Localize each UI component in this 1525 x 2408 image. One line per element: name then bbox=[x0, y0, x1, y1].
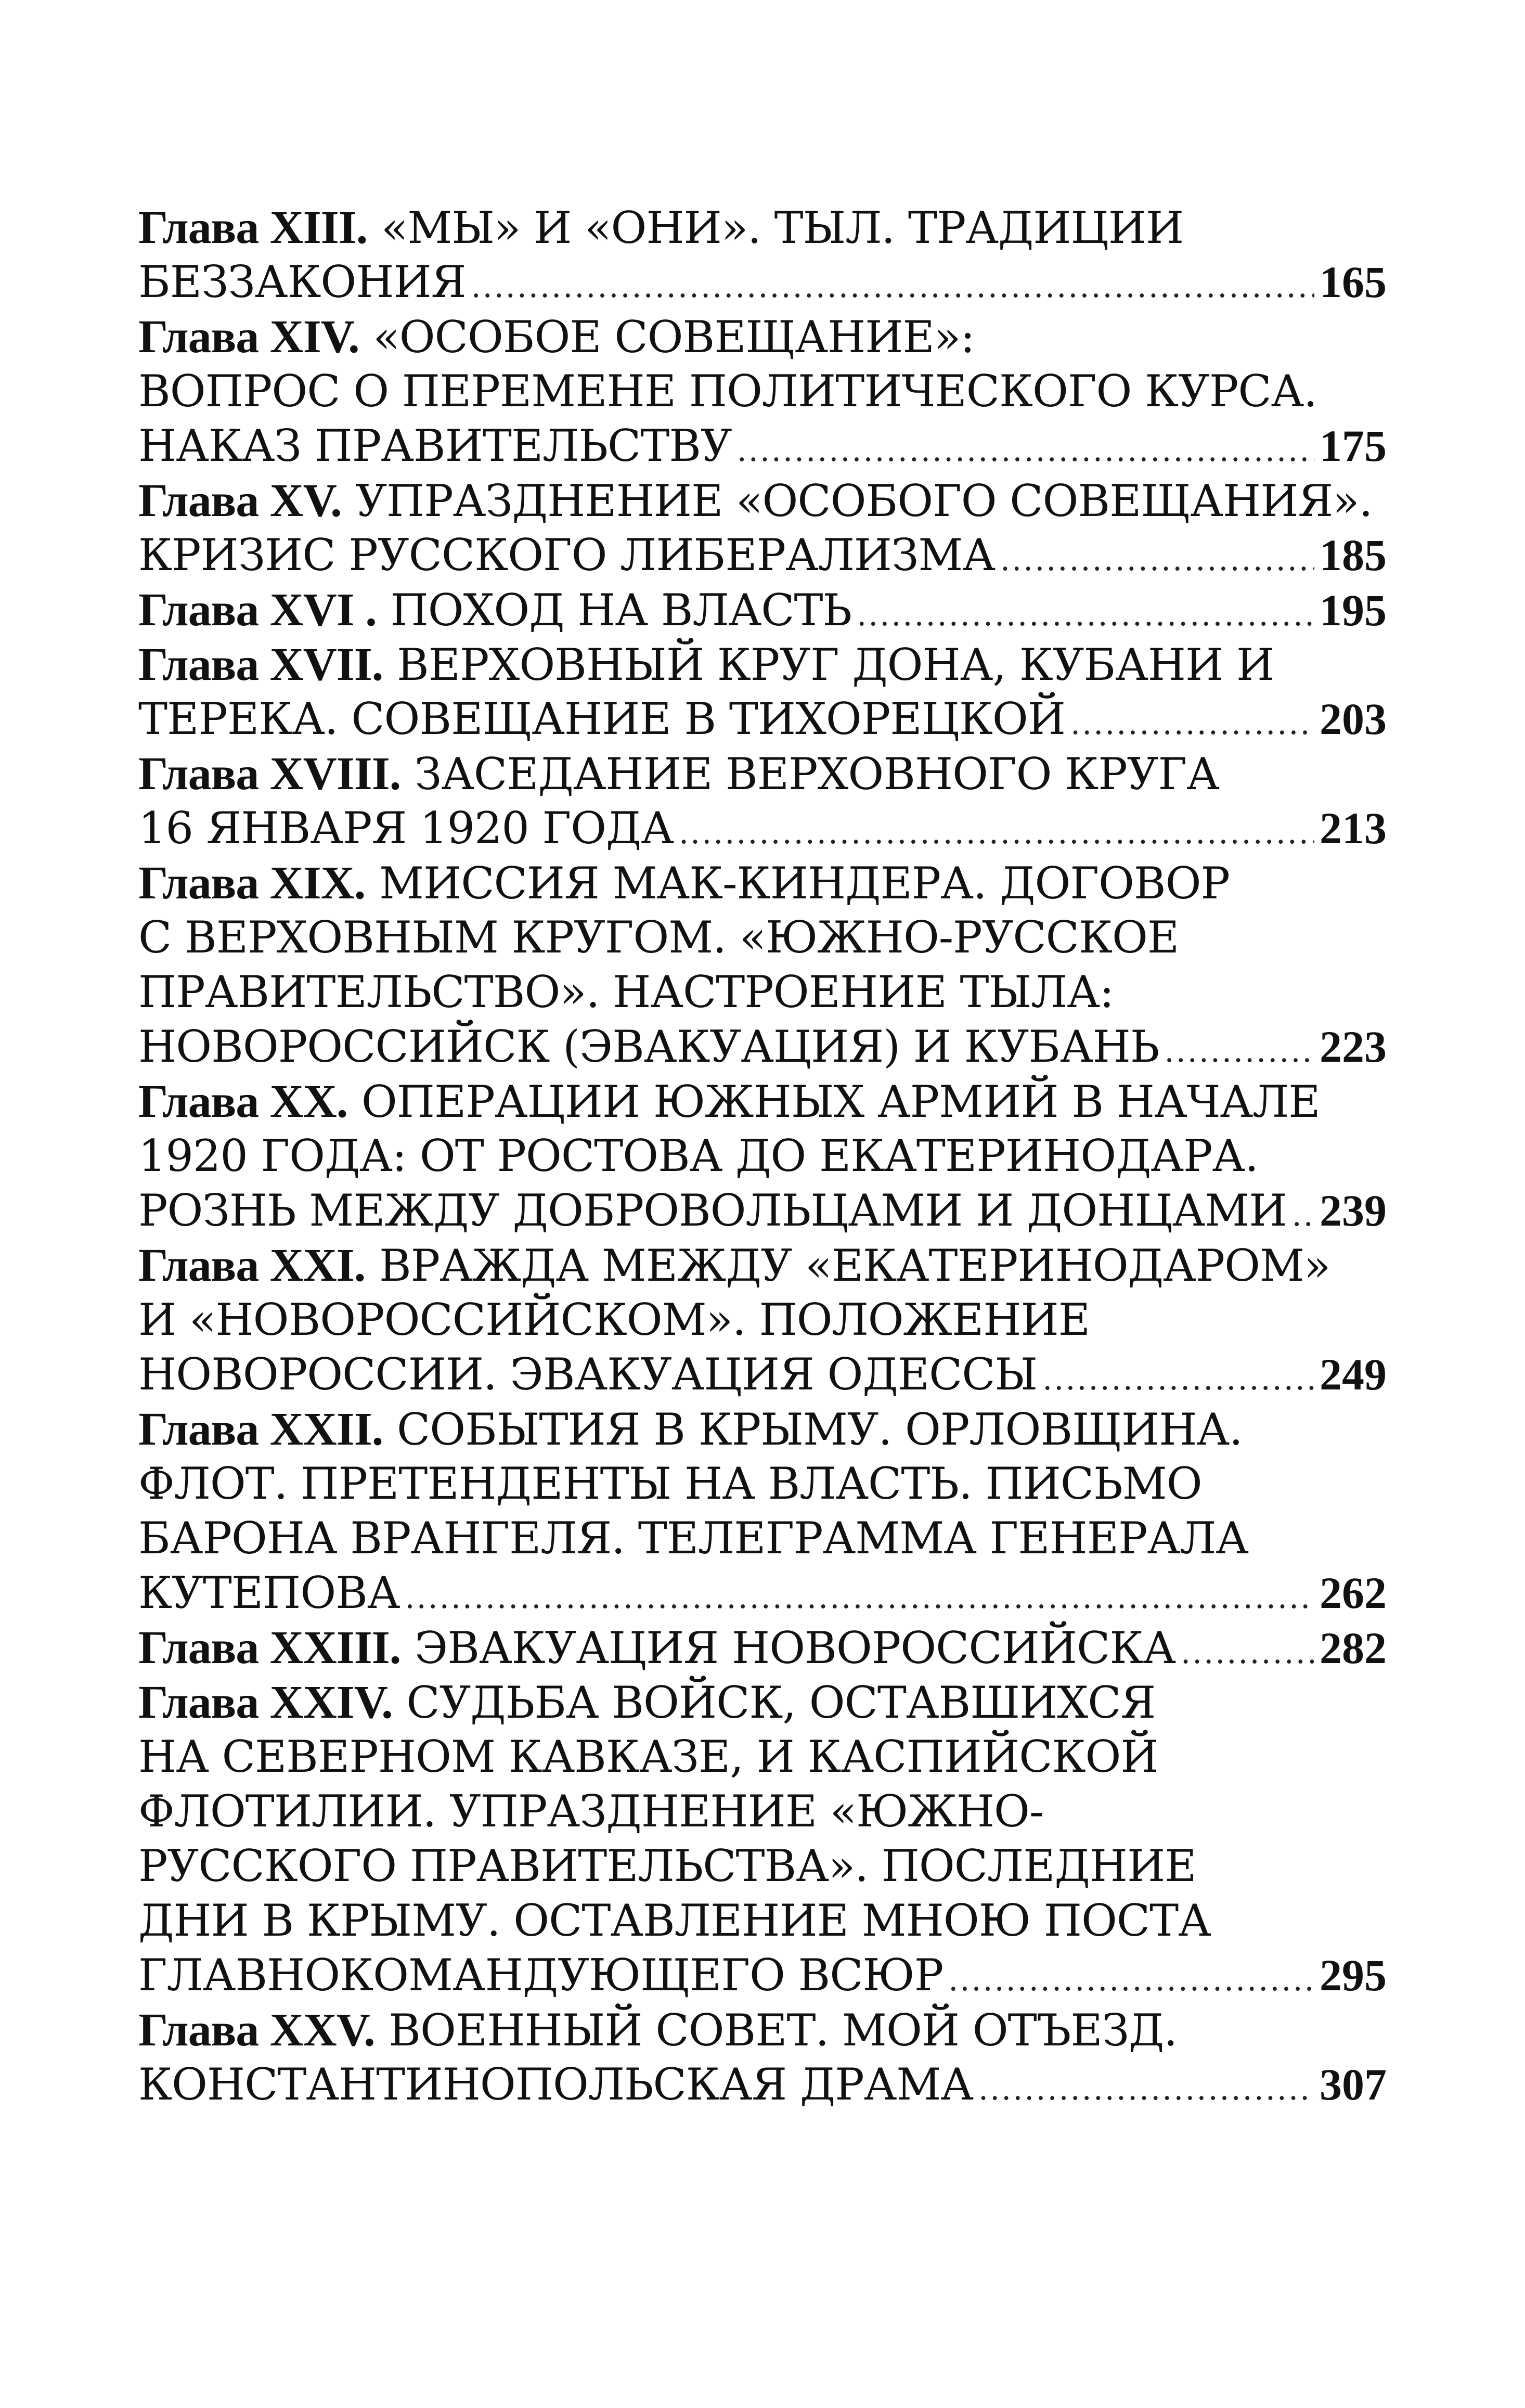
chapter-label: Глава XX. bbox=[138, 1076, 348, 1127]
page-number: 213 bbox=[1320, 803, 1387, 853]
dot-leader bbox=[978, 2062, 1314, 2117]
chapter-title-line: «ОСОБОЕ СОВЕЩАНИЕ»: bbox=[373, 312, 975, 363]
chapter-label: Глава XXII. bbox=[138, 1403, 383, 1455]
chapter-label: Глава XIII. bbox=[138, 202, 368, 253]
toc-entry-line bbox=[138, 1566, 1387, 1620]
toc-entry bbox=[138, 856, 1387, 1074]
chapter-label: Глава XXIII. bbox=[138, 1622, 401, 1673]
chapter-title-line: ГЛАВНОКОМАНДУЮЩЕГО ВСЮР bbox=[138, 1950, 944, 2001]
table-of-contents bbox=[138, 200, 1387, 2112]
chapter-title-line: 1920 ГОДА: ОТ РОСТОВА ДО ЕКАТЕРИНОДАРА. bbox=[138, 1130, 1258, 1181]
dot-leader bbox=[1042, 1352, 1314, 1407]
page-number: 185 bbox=[1320, 530, 1387, 580]
chapter-title-line: СУДЬБА ВОЙСК, ОСТАВШИХСЯ bbox=[406, 1677, 1156, 1728]
chapter-title-line: УПРАЗДНЕНИЕ «ОСОБОГО СОВЕЩАНИЯ». bbox=[355, 475, 1373, 526]
chapter-title-line: КУТЕПОВА bbox=[138, 1567, 400, 1618]
chapter-label: Глава XVI . bbox=[138, 584, 377, 636]
chapter-title-line: ВЕРХОВНЫЙ КРУГ ДОНА, КУБАНИ И bbox=[396, 639, 1274, 690]
dot-leader bbox=[1000, 533, 1314, 587]
toc-entry-line bbox=[138, 1948, 1387, 2003]
toc-entry-line bbox=[138, 1784, 1387, 1839]
chapter-label: Глава XIX. bbox=[138, 857, 366, 909]
toc-entry-line bbox=[138, 1839, 1387, 1894]
dot-leader bbox=[679, 806, 1314, 860]
chapter-title-line: С ВЕРХОВНЫМ КРУГОМ. «ЮЖНО-РУССКОЕ bbox=[138, 912, 1179, 963]
chapter-title-line: СОБЫТИЯ В КРЫМУ. ОРЛОВЩИНА. bbox=[396, 1404, 1243, 1455]
toc-entry bbox=[138, 200, 1387, 310]
chapter-label: Глава XVII. bbox=[138, 639, 383, 690]
toc-entry-line bbox=[138, 1894, 1387, 1948]
dot-leader bbox=[857, 588, 1314, 642]
toc-entry bbox=[138, 310, 1387, 473]
toc-entry-line bbox=[138, 200, 1387, 255]
toc-entry-line bbox=[138, 1511, 1387, 1566]
page-number: 175 bbox=[1320, 421, 1387, 471]
chapter-title-line: НОВОРОССИЙСК (ЭВАКУАЦИЯ) И КУБАНЬ bbox=[138, 1021, 1159, 1072]
toc-entry-line bbox=[138, 419, 1387, 473]
toc-entry bbox=[138, 583, 1387, 637]
toc-entry-line bbox=[138, 583, 1387, 637]
dot-leader bbox=[948, 1953, 1314, 2007]
toc-entry-line bbox=[138, 2003, 1387, 2057]
chapter-title-line: ВРАЖДА МЕЖДУ «ЕКАТЕРИНОДАРОМ» bbox=[379, 1240, 1330, 1291]
toc-entry-line bbox=[138, 1675, 1387, 1730]
chapter-title-line: ЭВАКУАЦИЯ НОВОРОССИЙСКА bbox=[414, 1622, 1176, 1673]
toc-entry-line bbox=[138, 1074, 1387, 1129]
toc-entry-line bbox=[138, 364, 1387, 419]
chapter-title-line: И «НОВОРОССИЙСКОМ». ПОЛОЖЕНИЕ bbox=[138, 1294, 1090, 1345]
toc-entry-line bbox=[138, 2057, 1387, 2112]
page-number: 223 bbox=[1320, 1022, 1387, 1072]
chapter-title-line: НА СЕВЕРНОМ КАВКАЗЕ, И КАСПИЙСКОЙ bbox=[138, 1731, 1158, 1782]
toc-entry-line bbox=[138, 255, 1387, 310]
page-number: 203 bbox=[1320, 694, 1387, 744]
chapter-title-line: РУССКОГО ПРАВИТЕЛЬСТВА». ПОСЛЕДНИЕ bbox=[138, 1840, 1196, 1891]
page-number: 295 bbox=[1320, 1950, 1387, 2000]
chapter-title-line: «МЫ» И «ОНИ». ТЫЛ. ТРАДИЦИИ bbox=[381, 202, 1184, 253]
chapter-title-line: ДНИ В КРЫМУ. ОСТАВЛЕНИЕ МНОЮ ПОСТА bbox=[138, 1895, 1211, 1946]
chapter-title-line: ТЕРЕКА. СОВЕЩАНИЕ В ТИХОРЕЦКОЙ bbox=[138, 693, 1065, 744]
toc-entry-line bbox=[138, 473, 1387, 528]
toc-entry-line bbox=[138, 1238, 1387, 1293]
chapter-title-line: 16 ЯНВАРЯ 1920 ГОДА bbox=[138, 803, 674, 854]
toc-entry-line bbox=[138, 1402, 1387, 1457]
toc-entry-line bbox=[138, 965, 1387, 1020]
chapter-title-line: КОНСТАНТИНОПОЛЬСКАЯ ДРАМА bbox=[138, 2059, 974, 2110]
toc-entry-line bbox=[138, 801, 1387, 856]
toc-entry-line bbox=[138, 1293, 1387, 1347]
dot-leader bbox=[737, 423, 1314, 478]
chapter-title-line: ПОХОД НА ВЛАСТЬ bbox=[390, 585, 852, 636]
toc-entry-line bbox=[138, 1457, 1387, 1511]
chapter-title-line: КРИЗИС РУССКОГО ЛИБЕРАЛИЗМА bbox=[138, 530, 996, 581]
chapter-title-line: РОЗНЬ МЕЖДУ ДОБРОВОЛЬЦАМИ И ДОНЦАМИ bbox=[138, 1185, 1287, 1236]
toc-entry bbox=[138, 473, 1387, 583]
chapter-title-line: ФЛОТ. ПРЕТЕНДЕНТЫ НА ВЛАСТЬ. ПИСЬМО bbox=[138, 1458, 1202, 1509]
page-number: 262 bbox=[1320, 1568, 1387, 1618]
toc-entry bbox=[138, 1402, 1387, 1620]
chapter-title-line: ОПЕРАЦИИ ЮЖНЫХ АРМИЙ В НАЧАЛЕ bbox=[361, 1076, 1320, 1127]
dot-leader bbox=[405, 1570, 1314, 1625]
chapter-title-line: МИССИЯ МАК-КИНДЕРА. ДОГОВОР bbox=[379, 858, 1230, 909]
dot-leader bbox=[471, 260, 1314, 314]
toc-entry-line bbox=[138, 637, 1387, 692]
chapter-title-line: НАКАЗ ПРАВИТЕЛЬСТВУ bbox=[138, 420, 732, 471]
toc-entry-line bbox=[138, 528, 1387, 583]
page-number: 165 bbox=[1320, 257, 1387, 307]
toc-entry bbox=[138, 1074, 1387, 1238]
toc-entry-line bbox=[138, 910, 1387, 965]
chapter-label: Глава XXIV. bbox=[138, 1677, 393, 1728]
toc-entry bbox=[138, 637, 1387, 746]
toc-entry-line bbox=[138, 1129, 1387, 1183]
toc-entry-line bbox=[138, 1620, 1387, 1675]
chapter-title-line: ПРАВИТЕЛЬСТВО». НАСТРОЕНИЕ ТЫЛА: bbox=[138, 967, 1114, 1018]
dot-leader bbox=[1070, 697, 1314, 751]
page-number: 195 bbox=[1320, 585, 1387, 635]
dot-leader bbox=[1292, 1188, 1314, 1243]
chapter-label: Глава XXV. bbox=[138, 2004, 375, 2056]
chapter-title-line: ВОПРОС О ПЕРЕМЕНЕ ПОЛИТИЧЕСКОГО КУРСА. bbox=[138, 366, 1317, 417]
toc-entry bbox=[138, 1238, 1387, 1402]
toc-entry bbox=[138, 746, 1387, 856]
chapter-title-line: ВОЕННЫЙ СОВЕТ. МОЙ ОТЪЕЗД. bbox=[389, 2005, 1178, 2056]
toc-entry-line bbox=[138, 310, 1387, 364]
toc-entry-line bbox=[138, 1347, 1387, 1402]
chapter-title-line: ФЛОТИЛИИ. УПРАЗДНЕНИЕ «ЮЖНО- bbox=[138, 1786, 1044, 1837]
page-number: 239 bbox=[1320, 1186, 1387, 1235]
toc-entry-line bbox=[138, 1020, 1387, 1074]
chapter-title-line: БЕЗЗАКОНИЯ bbox=[138, 256, 466, 307]
chapter-label: Глава XIV. bbox=[138, 311, 359, 363]
page-number: 282 bbox=[1320, 1623, 1387, 1673]
chapter-title-line: НОВОРОССИИ. ЭВАКУАЦИЯ ОДЕССЫ bbox=[138, 1349, 1038, 1400]
chapter-label: Глава XXI. bbox=[138, 1240, 366, 1291]
toc-entry-line bbox=[138, 1730, 1387, 1784]
page-number: 307 bbox=[1320, 2059, 1387, 2109]
chapter-label: Глава XVIII. bbox=[138, 748, 401, 800]
toc-entry-line bbox=[138, 1183, 1387, 1238]
toc-entry-line bbox=[138, 692, 1387, 746]
dot-leader bbox=[1165, 1024, 1314, 1079]
toc-entry bbox=[138, 1620, 1387, 1675]
chapter-title-line: БАРОНА ВРАНГЕЛЯ. ТЕЛЕГРАММА ГЕНЕРАЛА bbox=[138, 1513, 1248, 1564]
dot-leader bbox=[1181, 1626, 1314, 1680]
page-number: 249 bbox=[1320, 1349, 1387, 1399]
chapter-label: Глава XV. bbox=[138, 475, 342, 526]
chapter-title-line: ЗАСЕДАНИЕ ВЕРХОВНОГО КРУГА bbox=[414, 749, 1219, 800]
toc-entry-line bbox=[138, 746, 1387, 801]
toc-entry-line bbox=[138, 856, 1387, 910]
toc-entry bbox=[138, 1675, 1387, 2003]
toc-entry bbox=[138, 2003, 1387, 2112]
